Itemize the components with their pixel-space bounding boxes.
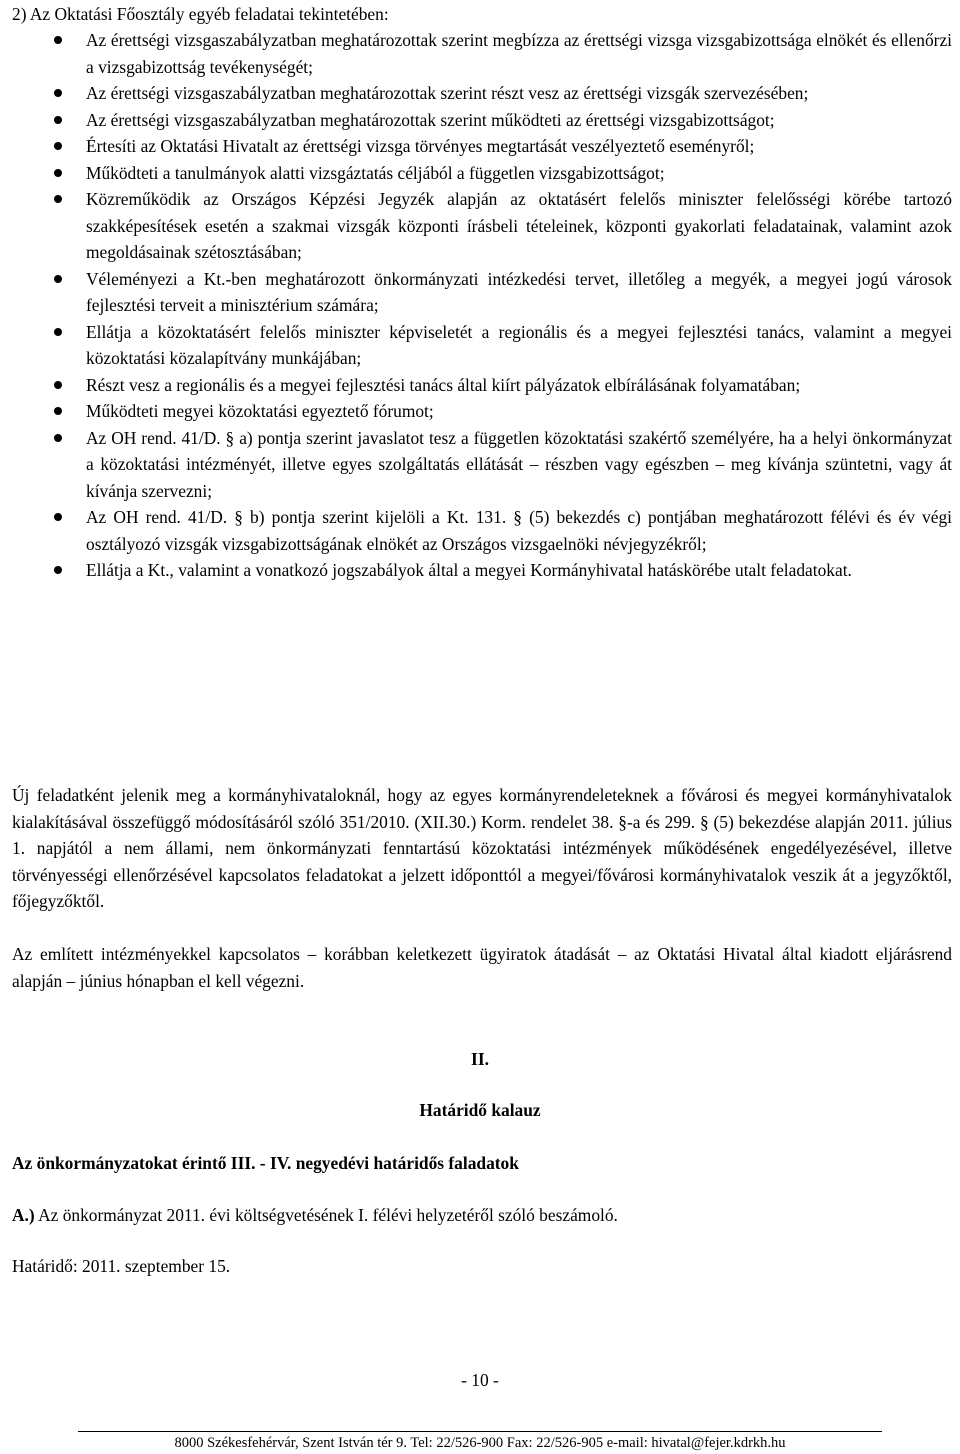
bullet-icon	[54, 434, 62, 442]
list-item: Az érettségi vizsgaszabályzatban meghatározottak szerint megbízza az érettségi vizsga vizsgabizottsága elnökét és ellenőrzi a vizsgabizottság tevékenységét;	[12, 27, 952, 80]
list-item: Az érettségi vizsgaszabályzatban meghatározottak szerint részt vesz az érettségi vizsgák szervezésében;	[12, 80, 952, 107]
footer-divider	[78, 1431, 882, 1432]
list-item: Közreműködik az Országos Képzési Jegyzék alapján az oktatásért felelős miniszter felelősségi körébe tartozó szakképesítések esetén a szakmai vizsgák központi írásbeli tételeinek, központi gyakorlati feladatainak, valamint azok megoldásainak szétosztásában;	[12, 186, 952, 266]
bullet-icon	[54, 169, 62, 177]
list-item: Működteti megyei közoktatási egyeztető fórumot;	[12, 398, 952, 425]
bullet-icon	[54, 275, 62, 283]
guide-title: Határidő kalauz	[419, 1100, 541, 1120]
list-item: Ellátja a közoktatásért felelős miniszter képviseletét a regionális és a megyei fejlesztési tanács, valamint a megyei közoktatási közalapítvány munkájában;	[12, 319, 952, 372]
section-heading: 2) Az Oktatási Főosztály egyéb feladatai tekintetében:	[12, 4, 389, 24]
bullet-icon	[54, 328, 62, 336]
item-a-text: Az önkormányzat 2011. évi költségvetésének I. félévi helyzetéről szóló beszámoló.	[38, 1205, 618, 1225]
item-a	[12, 1202, 952, 1229]
page-number: - 10 -	[461, 1370, 499, 1390]
list-item: Működteti a tanulmányok alatti vizsgáztatás céljából a független vizsgabizottságot;	[12, 160, 952, 187]
task-list	[12, 27, 952, 584]
paragraph-handover: Az említett intézményekkel kapcsolatos – korábban keletkezett ügyiratok átadását – az Oktatási Hivatal által kiadott eljárásrend alapján – június hónapban el kell végezni.	[12, 944, 952, 991]
list-item: Véleményezi a Kt.-ben meghatározott önkormányzati intézkedési tervet, illetőleg a megyék, a megyei jogú városok fejlesztési terveit a minisztérium számára;	[12, 266, 952, 319]
bullet-icon	[54, 89, 62, 97]
item-a-label: A.)	[12, 1205, 35, 1225]
bullet-icon	[54, 566, 62, 574]
list-item: Az érettségi vizsgaszabályzatban meghatározottak szerint működteti az érettségi vizsgabizottságot;	[12, 107, 952, 134]
list-item: Részt vesz a regionális és a megyei fejlesztési tanács által kiírt pályázatok elbírálásának folyamatában;	[12, 372, 952, 399]
bullet-icon	[54, 407, 62, 415]
list-item: Ellátja a Kt., valamint a vonatkozó jogszabályok által a megyei Kormányhivatal hatáskörébe utalt feladatokat.	[12, 557, 952, 584]
quarter-title: Az önkormányzatokat érintő III. - IV. negyedévi határidős faladatok	[12, 1153, 519, 1173]
paragraph-new-tasks: Új feladatként jelenik meg a kormányhivataloknál, hogy az egyes kormányrendeleteknek a fővárosi és megyei kormányhivatalok kialakításával összefüggő módosításáról szóló 351/2010. (XII.30.) Korm. rendelet 38. §-a és 299. § (5) bekezdése alapján 2011. július 1. napjától a nem állami, nem önkormányzati fenntartású közoktatási intézmények működésének engedélyezésével, illetve törvényességi ellenőrzésével kapcsolatos feladatokat a jelzett időponttól a megyei/fővárosi kormányhivatalok veszik át a jegyzőktől, főjegyzőktől.	[12, 785, 952, 911]
footer: 8000 Székesfehérvár, Szent István tér 9. Tel: 22/526-900 Fax: 22/526-905 e-mail: hivatal@fejer.kdrkh.hu	[174, 1435, 786, 1451]
deadline: Határidő: 2011. szeptember 15.	[12, 1256, 231, 1276]
bullet-icon	[54, 142, 62, 150]
list-item: Értesíti az Oktatási Hivatalt az érettségi vizsga törvényes megtartását veszélyeztető eseményről;	[12, 133, 952, 160]
list-item: Az OH rend. 41/D. § b) pontja szerint kijelöli a Kt. 131. § (5) bekezdés c) pontjában meghatározott félévi és év végi osztályozó vizsgák vizsgabizottságának elnökét az Országos vizsgaelnöki névjegyzékről;	[12, 504, 952, 557]
roman-heading: II.	[471, 1049, 489, 1069]
bullet-icon	[54, 195, 62, 203]
bullet-icon	[54, 513, 62, 521]
bullet-icon	[54, 116, 62, 124]
bullet-icon	[54, 381, 62, 389]
list-item: Az OH rend. 41/D. § a) pontja szerint javaslatot tesz a független közoktatási szakértő személyére, ha a helyi önkormányzat a közoktatási intézményét, illetve egyes szolgáltatás ellátását – részben vagy egészben – meg kívánja szüntetni, vagy át kívánja szervezni;	[12, 425, 952, 505]
bullet-icon	[54, 36, 62, 44]
